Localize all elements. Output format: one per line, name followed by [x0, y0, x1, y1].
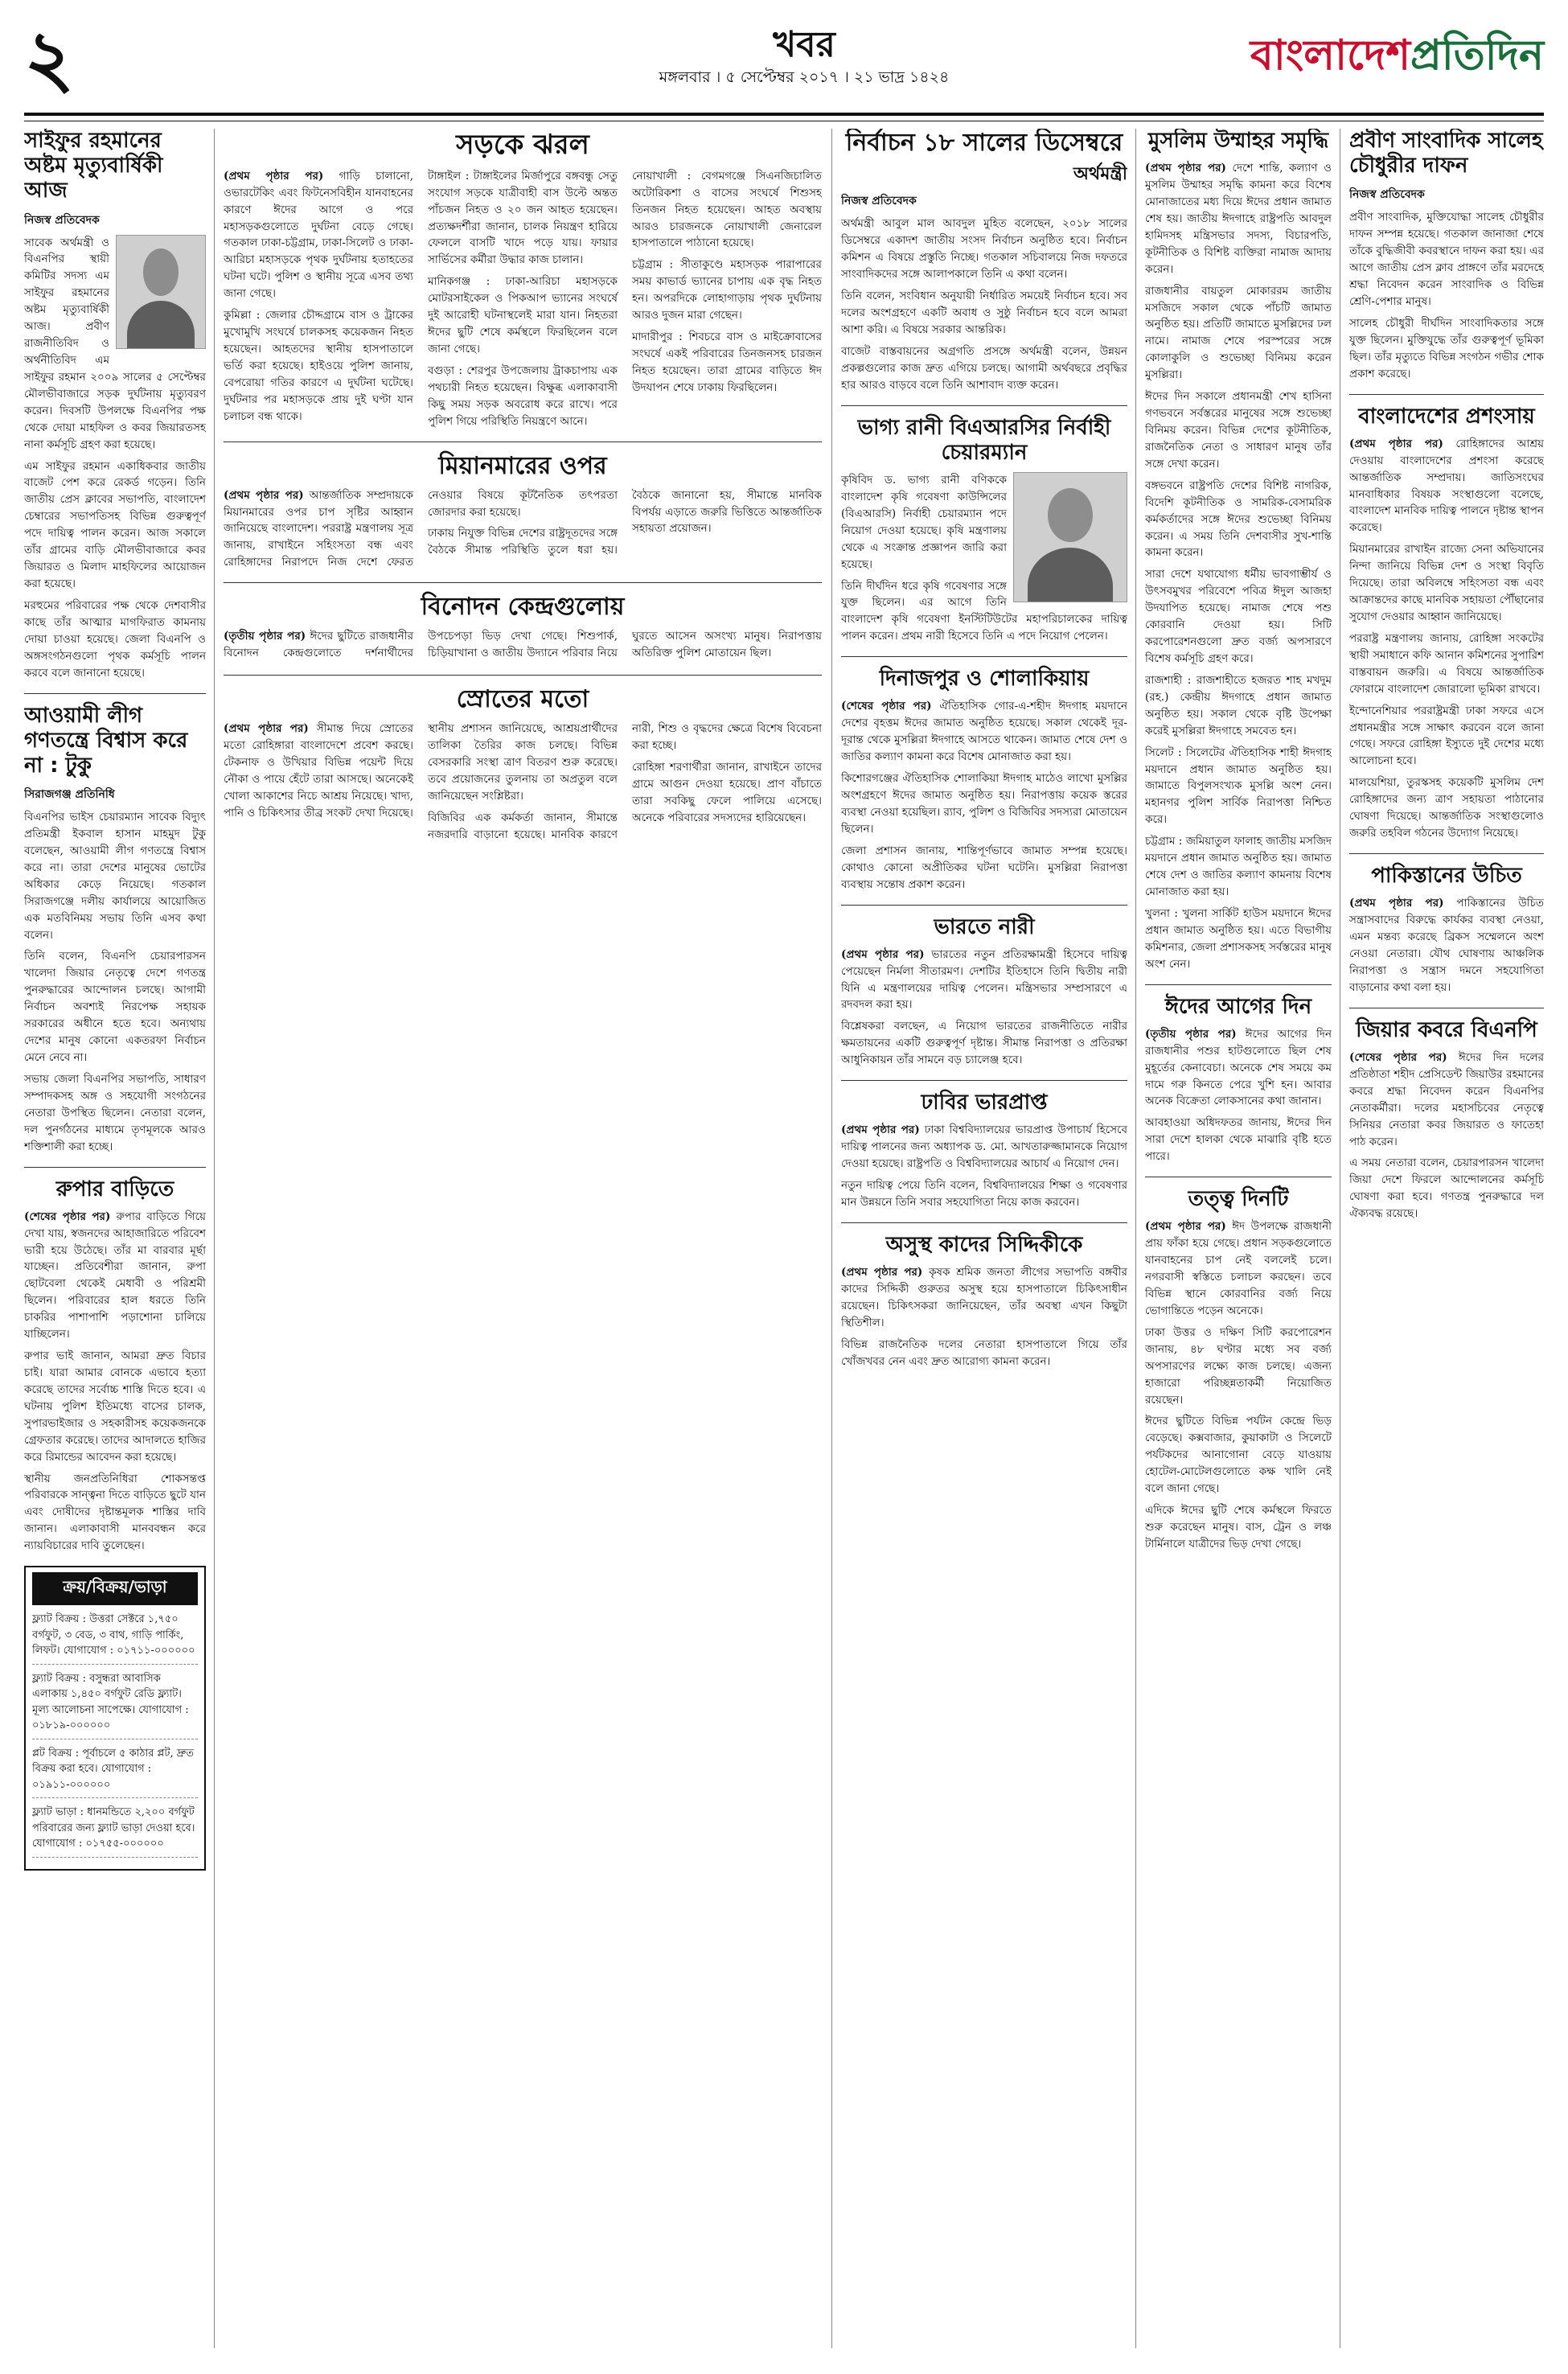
body-text: টাঙ্গাইল : টাঙ্গাইলের মির্জাপুরে বঙ্গবন্ধু সেতু সংযোগ সড়কে যাত্রীবাহী বাস উল্টে অন্তত পাঁচজন নিহত ও ২০ জন আহত হয়েছেন। প্রত্যক্ষদর্শীরা জানান, চালক নিয়ন্ত্রণ হারিয়ে ফেললে বাসটি খাদে পড়ে যায়। ফায়ার সার্ভিসের কর্মীরা উদ্ধার কাজ চালান। — [428, 169, 618, 267]
body-text: স্থানীয় জনপ্রতিনিধিরা শোকসন্তপ্ত পরিবারকে সান্ত্বনা দিতে বাড়িতে ছুটে যান এবং দোষীদের দৃষ্টান্তমূলক শাস্তির দাবি জানান। এলাকাবাসী মানববন্ধন করে ন্যায়বিচারের দাবি তুলেছেন। — [24, 1472, 206, 1553]
body-text: মানিকগঞ্জ : ঢাকা-আরিচা মহাসড়কে মোটরসাইকেল ও পিকআপ ভ্যানের সংঘর্ষে দুই আরোহী ঘটনাস্থলেই মারা যান। নিহতরা ঈদের ছুটি শেষে কর্মস্থলে ফিরছিলেন বলে জানা গেছে। — [428, 275, 618, 356]
headline-stream: স্রোতের মতো — [456, 685, 589, 714]
story-muslim-ummah — [1145, 129, 1332, 973]
column-2 — [224, 129, 822, 2348]
headline: নির্বাচন ১৮ সালের ডিসেম্বরে — [845, 129, 1123, 157]
body-text: নোয়াখালী : বেগমগঞ্জে সিএনজিচালিত অটোরিকশা ও বাসের সংঘর্ষে শিশুসহ তিনজন নিহত হয়েছেন। আহত অবস্থায় আরও চারজনকে নোয়াখালী জেনারেল হাসপাতালে পাঠানো হয়েছে। — [632, 169, 822, 250]
story-myanmar — [224, 487, 822, 572]
body-text: বাজেট বাস্তবায়নের অগ্রগতি প্রসঙ্গে অর্থমন্ত্রী বলেন, উন্নয়ন প্রকল্পগুলোর কাজ দ্রুত এগিয়ে চলছে। আগামী অর্থবছরে প্রবৃদ্ধির হার আরও বাড়বে বলে তিনি আশাবাদ ব্যক্ত করেন। — [841, 344, 1127, 392]
story-praise — [1349, 405, 1544, 842]
column-divider — [831, 129, 832, 2348]
story-road-accidents — [224, 168, 822, 430]
body-text: ঢাকায় নিযুক্ত বিভিন্ন দেশের রাষ্ট্রদূতদের সঙ্গে বৈঠকে সীমান্ত পরিস্থিতি তুলে ধরা হয়। বৈঠকে জানানো হয়, সীমান্তে মানবিক বিপর্যয় এড়াতে জরুরি ভিত্তিতে আন্তর্জাতিক সহায়তা প্রয়োজন। — [428, 488, 822, 557]
kicker: অর্থমন্ত্রী — [1073, 164, 1127, 184]
headline: আওয়ামী লীগ গণতন্ত্রে বিশ্বাস করে না : টুকু — [24, 703, 188, 778]
body-text: ঈদের ছুটিতে বিভিন্ন পর্যটন কেন্দ্রে ভিড় বেড়েছে। কক্সবাজার, কুয়াকাটা ও সিলেটে পর্যটকদের আনাগোনা বেড়ে যাওয়ায় হোটেল-মোটেলগুলোতে কক্ষ খালি নেই বলে জানা গেছে। — [1145, 1415, 1332, 1496]
headline: অসুস্থ কাদের সিদ্দিকীকে — [885, 1232, 1083, 1257]
story-tattva — [1145, 1187, 1332, 1553]
ad-item: প্লট বিক্রয় : পূর্বাচলে ৫ কাঠার প্লট, দ্রুত বিক্রয় করা হবে। যোগাযোগ : ০১৯১১-০০০০০০ — [32, 1746, 198, 1799]
headline: পাকিস্তানের উচিত — [1371, 863, 1522, 888]
story-tuku — [24, 704, 206, 1156]
body-text: (প্রথম পৃষ্ঠার পর) সীমান্ত দিয়ে স্রোতের মতো রোহিঙ্গারা বাংলাদেশে প্রবেশ করছে। টেকনাফ ও উখিয়ার বিভিন্ন পয়েন্ট দিয়ে নৌকা ও পায়ে হেঁটে তারা আসছে। অনেকেই খোলা আকাশের নিচে আশ্রয় নিয়েছে। খাদ্য, পানি ও চিকিৎসার তীব্র সংকট দেখা দিয়েছে। — [224, 722, 413, 819]
column-4 — [1145, 129, 1332, 2348]
headline-road: সড়কে ঝরল — [456, 129, 589, 161]
continued-from: (প্রথম পৃষ্ঠার পর) — [224, 722, 309, 736]
story-kader-siddiqui — [841, 1233, 1127, 1370]
continued-from: (প্রথম পৃষ্ঠার পর) — [224, 169, 324, 183]
body-text: অর্থমন্ত্রী আবুল মাল আবদুল মুহিত বলেছেন, ২০১৮ সালের ডিসেম্বরে একাদশ জাতীয় সংসদ নির্বাচন অনুষ্ঠিত হবে। নির্বাচন কমিশন এ বিষয়ে প্রস্তুতি নিচ্ছে। গতকাল সচিবালয়ে নিজ দফতরে সাংবাদিকদের সঙ্গে আলাপকালে তিনি এ কথা বলেন। — [841, 217, 1127, 281]
continued-from: (প্রথম পৃষ্ঠার পর) — [1349, 897, 1444, 910]
body-text: (তৃতীয় পৃষ্ঠার পর) ঈদের আগের দিন রাজধানীর পশুর হাটগুলোতে ছিল শেষ মুহূর্তের কেনাবেচা। অনেকে শেষ সময়ে কম দামে গরু কিনতে পেরে খুশি হন। আবার অনেক বিক্রেতা লোকসানের কথা জানান। — [1145, 1027, 1332, 1108]
body-text: মালয়েশিয়া, তুরস্কসহ কয়েকটি মুসলিম দেশ রোহিঙ্গাদের জন্য ত্রাণ সহায়তা পাঠানোর ঘোষণা দিয়েছে। আন্তর্জাতিক সংস্থাগুলোও জরুরি তহবিল গঠনের উদ্যোগ নিয়েছে। — [1349, 776, 1544, 840]
story-pakistan — [1349, 864, 1544, 996]
byline: সিরাজগঞ্জ প্রতিনিধি — [24, 788, 115, 802]
continued-from: (শেষের পৃষ্ঠার পর) — [24, 1210, 111, 1223]
body-text: (তৃতীয় পৃষ্ঠার পর) ঈদের ছুটিতে রাজধানীর বিনোদন কেন্দ্রগুলোতে দর্শনার্থীদের উপচেপড়া ভিড় দেখা গেছে। শিশুপার্ক, চিড়িয়াখানা ও জাতীয় উদ্যানে পরিবার নিয়ে ঘুরতে আসেন অসংখ্য মানুষ। নিরাপত্তায় অতিরিক্ত পুলিশ মোতায়েন ছিল। — [224, 630, 822, 660]
body-text: নতুন দায়িত্ব পেয়ে তিনি বলেন, বিশ্ববিদ্যালয়ের শিক্ষা ও গবেষণার মান উন্নয়নে তিনি সবার সহযোগিতা নিয়ে কাজ করবেন। — [841, 1179, 1127, 1210]
classified-ads — [24, 1566, 206, 1871]
body-text: (প্রথম পৃষ্ঠার পর) দেশে শান্তি, কল্যাণ ও মুসলিম উম্মাহর সমৃদ্ধি কামনা করে বিশেষ মোনাজাতের মধ্য দিয়ে ঈদের প্রধান জামাত শেষ হয়। জাতীয় ঈদগাহে রাষ্ট্রপতি আবদুল হামিদসহ মন্ত্রিসভার সদস্য, বিচারপতি, কূটনীতিক ও বিশিষ্ট ব্যক্তিরা নামাজ আদায় করেন। — [1145, 162, 1332, 276]
headline: ভারতে নারী — [934, 914, 1035, 939]
body-text: জেলা প্রশাসন জানায়, শান্তিপূর্ণভাবে জামাত সম্পন্ন হয়েছে। কোথাও কোনো অপ্রীতিকর ঘটনা ঘটেনি। মুসল্লিরা নিরাপত্তা ব্যবস্থায় সন্তোষ প্রকাশ করেন। — [841, 844, 1127, 891]
headline: দিনাজপুর ও শোলাকিয়ায় — [879, 667, 1090, 692]
brand-part1: বাংলাদেশ — [1250, 31, 1411, 80]
body-text: কৃষিবিদ ড. ভাগ্য রানী বণিককে বাংলাদেশ কৃষি গবেষণা কাউন্সিলের (বিএআরসি) নির্বাহী চেয়ারম্যান পদে নিয়োগ দেওয়া হয়েছে। কৃষি মন্ত্রণালয় থেকে এ সংক্রান্ত প্রজ্ঞাপন জারি করা হয়েছে। — [841, 473, 1007, 571]
headline: বাংলাদেশের প্রশংসায় — [1358, 404, 1535, 429]
body-text: রুপার ভাই জানান, আমরা দ্রুত বিচার চাই। যারা আমার বোনকে এভাবে হত্যা করেছে তাদের সর্বোচ্চ শাস্তি দিতে হবে। এ ঘটনায় পুলিশ ইতিমধ্যে বাসের চালক, সুপারভাইজার ও সহকারীসহ কয়েকজনকে গ্রেফতার করেছে। তাদের আদালতে হাজির করে রিমান্ডের আবেদন করা হয়েছে। — [24, 1349, 206, 1464]
body-text: ঈদের দিন সকালে প্রধানমন্ত্রী শেখ হাসিনা গণভবনে সর্বস্তরের মানুষের সঙ্গে শুভেচ্ছা বিনিময় করেন। বিভিন্ন দেশের কূটনীতিক, রাজনৈতিক নেতা ও সাধারণ মানুষ তাঁর সঙ্গে দেখা করেন। — [1145, 390, 1332, 470]
column-1 — [24, 129, 206, 2348]
body-text: পররাষ্ট্র মন্ত্রণালয় জানায়, রোহিঙ্গা সংকটের স্থায়ী সমাধানে কফি আনান কমিশনের সুপারিশ বাস্তবায়ন জরুরি। এ বিষয়ে আন্তর্জাতিক ফোরামে বাংলাদেশ জোরালো ভূমিকা রাখবে। — [1349, 631, 1544, 696]
column-5 — [1349, 129, 1544, 2348]
headline-myanmar: মিয়ানমারের ওপর — [438, 451, 607, 480]
body-text: বিভিন্ন রাজনৈতিক দলের নেতারা হাসপাতালে গিয়ে তাঁর খোঁজখবর নেন এবং দ্রুত আরোগ্য কামনা করেন। — [841, 1337, 1127, 1368]
story-bhagya-rani — [841, 416, 1127, 646]
story-india-women — [841, 915, 1127, 1070]
body-text: এম সাইফুর রহমান একাধিকবার জাতীয় বাজেট পেশ করে রেকর্ড গড়েন। তিনি জাতীয় প্রেস ক্লাবের সভাপতি, বাংলাদেশ চেম্বারের সভাপতিসহ বিভিন্ন গুরুত্বপূর্ণ পদে দায়িত্ব পালন করেন। আজ সকালে তাঁর গ্রামের বাড়ি মৌলভীবাজারে কবর জিয়ারত ও মিলাদ মাহফিলের আয়োজন করা হয়েছে। — [24, 459, 206, 590]
body-text: রাজশাহী : রাজশাহীতে হজরত শাহ মখদুম (রহ.) কেন্দ্রীয় ঈদগাহে প্রধান জামাত অনুষ্ঠিত হয়। সকাল থেকে বৃষ্টি উপেক্ষা করেই মুসল্লিরা ঈদগাহে সমবেত হন। — [1145, 673, 1332, 737]
body-text: তিনি বলেন, বিএনপি চেয়ারপারসন খালেদা জিয়ার নেতৃত্বে দেশে গণতন্ত্র পুনরুদ্ধারের আন্দোলন চলছে। আগামী নির্বাচন অবশ্যই নিরপেক্ষ সহায়ক সরকারের অধীনে হতে হবে। অন্যথায় দেশের মানুষ কোনো একতরফা নির্বাচন মেনে নেবে না। — [24, 950, 206, 1064]
body-text: (প্রথম পৃষ্ঠার পর) রোহিঙ্গাদের আশ্রয় দেওয়ায় বাংলাদেশের প্রশংসা করেছে আন্তর্জাতিক সম্প্রদায়। জাতিসংঘের মানবাধিকার বিষয়ক সংস্থাগুলো বলেছে, বাংলাদেশ মানবিক দায়িত্ব পালনে দৃষ্টান্ত স্থাপন করেছে। — [1349, 437, 1544, 535]
body-text: মাদারীপুর : শিবচরে বাস ও মাইক্রোবাসের সংঘর্ষে একই পরিবারের তিনজনসহ চারজন নিহত হয়েছেন। তারা গ্রামের বাড়িতে ঈদ উদযাপন শেষে ঢাকায় ফিরছিলেন। — [632, 331, 822, 394]
body-text: বঙ্গভবনে রাষ্ট্রপতি দেশের বিশিষ্ট নাগরিক, বিদেশি কূটনীতিক ও সামরিক-বেসামরিক কর্মকর্তাদের সঙ্গে ঈদের শুভেচ্ছা বিনিময় করেন। এ সময় তিনি দেশবাসীর সুখ-শান্তি কামনা করেন। — [1145, 478, 1332, 560]
body-text: সভায় জেলা বিএনপির সভাপতি, সাধারণ সম্পাদকসহ অঙ্গ ও সহযোগী সংগঠনের নেতারা উপস্থিত ছিলেন। নেতারা বলেন, দল পুনর্গঠনের মাধ্যমে তৃণমূলকে আরও শক্তিশালী করা হচ্ছে। — [24, 1072, 206, 1153]
body-text: বিএনপির ভাইস চেয়ারম্যান সাবেক বিদ্যুৎ প্রতিমন্ত্রী ইকবাল হাসান মাহমুদ টুকু বলেছেন, আওয়ামী লীগ গণতন্ত্রে বিশ্বাস করে না। তারা দেশের মানুষের ভোটের অধিকার কেড়ে নিয়েছে। গতকাল সিরাজগঞ্জে দলীয় কার্যালয়ে আয়োজিত এক মতবিনিময় সভায় তিনি এসব কথা বলেন। — [24, 811, 206, 942]
story-eid-eve — [1145, 995, 1332, 1166]
headline: রুপার বাড়িতে — [55, 1177, 174, 1201]
continued-from: (শেষের পৃষ্ঠার পর) — [1349, 1050, 1447, 1064]
body-text: (প্রথম পৃষ্ঠার পর) কৃষক শ্রমিক জনতা লীগের সভাপতি বঙ্গবীর কাদের সিদ্দিকী গুরুতর অসুস্থ হয়ে হাসপাতালে চিকিৎসাধীন রয়েছেন। চিকিৎসকরা জানিয়েছেন, তাঁর অবস্থা এখন কিছুটা স্থিতিশীল। — [841, 1266, 1127, 1329]
body-text: কিশোরগঞ্জের ঐতিহাসিক শোলাকিয়া ঈদগাহ মাঠেও লাখো মুসল্লির অংশগ্রহণে ঈদের জামাত অনুষ্ঠিত হয়। নিরাপত্তায় কয়েক স্তরের ব্যবস্থা নেওয়া হয়েছিল। র‌্যাব, পুলিশ ও বিজিবির সদস্যরা মোতায়েন ছিলেন। — [841, 772, 1127, 836]
page-number: ২ — [24, 13, 75, 104]
column-divider — [1135, 129, 1136, 2348]
portrait-photo — [1013, 472, 1127, 602]
brand-part2: প্রতিদিন — [1410, 31, 1544, 80]
body-text: বিশ্লেষকরা বলছেন, এ নিয়োগ ভারতের রাজনীতিতে নারীর ক্ষমতায়নের একটি গুরুত্বপূর্ণ দৃষ্টান্ত। সীমান্ত নিরাপত্তা ও প্রতিরক্ষা আধুনিকায়ন তাঁর সামনে বড় চ্যালেঞ্জ হবে। — [841, 1020, 1127, 1067]
body-text: ঢাকা উত্তর ও দক্ষিণ সিটি করপোরেশন জানায়, ৪৮ ঘণ্টার মধ্যে সব বর্জ্য অপসারণের লক্ষ্যে কাজ চলছে। এজন্য হাজারো পরিচ্ছন্নতাকর্মী নিয়োজিত রয়েছেন। — [1145, 1325, 1332, 1407]
body-text: প্রবীণ সাংবাদিক, মুক্তিযোদ্ধা সালেহ চৌধুরীর দাফন সম্পন্ন হয়েছে। গতকাল জানাজা শেষে তাঁকে বুদ্ধিজীবী কবরস্থানে দাফন করা হয়। এর আগে জাতীয় প্রেস ক্লাব প্রাঙ্গণে তাঁর মরদেহে শ্রদ্ধা নিবেদন করেন সাংবাদিক ও বিভিন্ন শ্রেণি-পেশার মানুষ। — [1349, 211, 1544, 308]
body-text: তিনি দীর্ঘদিন ধরে কৃষি গবেষণার সঙ্গে যুক্ত ছিলেন। এর আগে তিনি বাংলাদেশ কৃষি গবেষণা ইনস্টিটিউটের মহাপরিচালকের দায়িত্ব পালন করেন। প্রথম নারী হিসেবে তিনি এ পদে নিয়োগ পেলেন। — [841, 579, 1127, 643]
body-text: (প্রথম পৃষ্ঠার পর) ঈদ উপলক্ষে রাজধানী প্রায় ফাঁকা হয়ে গেছে। প্রধান সড়কগুলোতে যানবাহনের চাপ নেই বললেই চলে। নগরবাসী স্বস্তিতে চলাচল করছেন। তবে বিভিন্ন স্থানে কোরবানির বর্জ্য নিয়ে ভোগান্তিতে পড়েন অনেকে। — [1145, 1220, 1332, 1317]
body-text: এদিকে ঈদের ছুটি শেষে কর্মস্থলে ফিরতে শুরু করেছেন মানুষ। বাস, ট্রেন ও লঞ্চ টার্মিনালে যাত্রীদের ভিড় দেখা গেছে। — [1145, 1504, 1332, 1550]
section-title: খবর — [773, 24, 835, 65]
body-text: কুমিল্লা : জেলার চৌদ্দগ্রামে বাস ও ট্রাকের মুখোমুখি সংঘর্ষে চালকসহ কয়েকজন নিহত হয়েছেন। আহতদের স্থানীয় হাসপাতালে ভর্তি করা হয়েছে। হাইওয়ে পুলিশ জানায়, বেপরোয়া গতির কারণে এ দুর্ঘটনা ঘটেছে। দুর্ঘটনার পর মহাসড়কে প্রায় দুই ঘণ্টা যান চলাচল বন্ধ থাকে। — [224, 309, 413, 423]
classified-title: ক্রয়/বিক্রয়/ভাড়া — [32, 1572, 198, 1605]
body-text: (প্রথম পৃষ্ঠার পর) আন্তর্জাতিক সম্প্রদায়কে মিয়ানমারের ওপর চাপ সৃষ্টির আহ্বান জানিয়েছে বাংলাদেশ। পররাষ্ট্র মন্ত্রণালয় সূত্র জানায়, রাখাইনে সহিংসতা বন্ধ এবং রোহিঙ্গাদের নিরাপদে নিজ দেশে ফেরত নেওয়ার বিষয়ে কূটনৈতিক তৎপরতা জোরদার করা হয়েছে। — [224, 488, 618, 569]
continued-from: (প্রথম পৃষ্ঠার পর) — [841, 947, 925, 961]
story-zia-grave — [1349, 1018, 1544, 1222]
body-text: (প্রথম পৃষ্ঠার পর) পাকিস্তানের উচিত সন্ত্রাসবাদের বিরুদ্ধে কার্যকর ব্যবস্থা নেওয়া, এমন মন্তব্য করেছে ব্রিকস সম্মেলনে অংশ নেওয়া নেতারা। যৌথ ঘোষণায় আঞ্চলিক নিরাপত্তা ও সন্ত্রাস দমনে সহযোগিতা বাড়ানোর কথা বলা হয়। — [1349, 897, 1544, 994]
body-text: সারা দেশে যথাযোগ্য ধর্মীয় ভাবগাম্ভীর্য ও উৎসবমুখর পরিবেশে পবিত্র ঈদুল আজহা উদযাপিত হয়েছে। নামাজ শেষে পশু কোরবানি দেওয়া হয়। সিটি করপোরেশনগুলো দ্রুত বর্জ্য অপসারণে বিশেষ কর্মসূচি গ্রহণ করে। — [1145, 568, 1332, 665]
masthead-rule — [24, 113, 1544, 116]
byline: নিজস্ব প্রতিবেদক — [1349, 188, 1425, 202]
masthead — [24, 14, 1544, 111]
byline: নিজস্ব প্রতিবেদক — [24, 213, 100, 227]
body-text: এ সময় নেতারা বলেন, চেয়ারপারসন খালেদা জিয়া দেশে ফিরলে আন্দোলনের কর্মসূচি ঘোষণা করা হবে। গণতন্ত্র পুনরুদ্ধারে দল ঐক্যবদ্ধ রয়েছে। — [1349, 1156, 1544, 1221]
headline: জিয়ার কবরে বিএনপি — [1356, 1017, 1537, 1042]
headline: মুসলিম উম্মাহর সমৃদ্ধি — [1147, 129, 1329, 153]
story-entertainment — [224, 628, 822, 663]
column-3 — [841, 129, 1127, 2348]
body-text: চট্টগ্রাম : সীতাকুণ্ডে মহাসড়ক পারাপারের সময় কাভার্ড ভ্যানের চাপায় এক বৃদ্ধ নিহত হন। অপরদিকে লোহাগাড়ায় পৃথক দুর্ঘটনায় আরও দুজন মারা গেছেন। — [632, 258, 822, 322]
continued-from: (প্রথম পৃষ্ঠার পর) — [841, 1266, 923, 1279]
story-election — [841, 129, 1127, 394]
byline: নিজস্ব প্রতিবেদক — [841, 195, 917, 208]
continued-from: (প্রথম পৃষ্ঠার পর) — [1349, 437, 1443, 450]
continued-from: (প্রথম পৃষ্ঠার পর) — [841, 1123, 920, 1137]
body-text: চট্টগ্রাম : জমিয়াতুল ফালাহ জাতীয় মসজিদ ময়দানে প্রধান জামাত অনুষ্ঠিত হয়। জামাত শেষে দেশ ও জাতির কল্যাণ কামনায় বিশেষ মোনাজাত করা হয়। — [1145, 835, 1332, 898]
body-text: সিলেট : সিলেটের ঐতিহাসিক শাহী ঈদগাহ ময়দানে প্রধান জামাত অনুষ্ঠিত হয়। জামাতে বিপুলসংখ্যক মুসল্লি অংশ নেন। মহানগর পুলিশ সার্বিক নিরাপত্তা নিশ্চিত করে। — [1145, 745, 1332, 827]
body-text: সালেহ চৌধুরী দীর্ঘদিন সাংবাদিকতার সঙ্গে যুক্ত ছিলেন। মুক্তিযুদ্ধে তাঁর গুরুত্বপূর্ণ ভূমিকা ছিল। তাঁর মৃত্যুতে বিভিন্ন সংগঠন গভীর শোক প্রকাশ করেছে। — [1349, 316, 1544, 380]
story-dhabi — [841, 1090, 1127, 1211]
continued-from: (প্রথম পৃষ্ঠার পর) — [1145, 1220, 1226, 1234]
dateline: মঙ্গলবার । ৫ সেপ্টেম্বর ২০১৭ । ২১ ভাদ্র ১৪২৪ — [659, 68, 950, 86]
body-text: বগুড়া : শেরপুর উপজেলায় ট্রাকচাপায় এক পথচারী নিহত হয়েছেন। বিক্ষুব্ধ এলাকাবাসী কিছু সময় সড়ক অবরোধ করে রাখে। পরে পুলিশ গিয়ে পরিস্থিতি নিয়ন্ত্রণে আনে। — [428, 363, 618, 428]
headline: ভাগ্য রানী বিএআরসির নির্বাহী চেয়ারম্যান — [857, 415, 1111, 465]
headline: প্রবীণ সাংবাদিক সালেহ চৌধুরীর দাফন — [1349, 129, 1543, 179]
body-text: (শেষের পৃষ্ঠার পর) ঈদের দিন দলের প্রতিষ্ঠাতা শহীদ প্রেসিডেন্ট জিয়াউর রহমানের কবরে শ্রদ্ধা নিবেদন করেন বিএনপির নেতাকর্মীরা। দলের মহাসচিবের নেতৃত্বে সিনিয়র নেতারা কবর জিয়ারত ও ফাতেহা পাঠ করেন। — [1349, 1050, 1544, 1148]
body-text: রাজধানীর বায়তুল মোকাররম জাতীয় মসজিদে সকাল থেকে পাঁচটি জামাত অনুষ্ঠিত হয়। প্রতিটি জামাতে মুসল্লিদের ঢল নামে। নামাজ শেষে পরস্পরের সঙ্গে কোলাকুলি ও শুভেচ্ছা বিনিময় করেন মুসল্লিরা। — [1145, 284, 1332, 382]
body-text: বিজিবির এক কর্মকর্তা জানান, সীমান্তে নজরদারি বাড়ানো হয়েছে। মানবিক কারণে নারী, শিশু ও বৃদ্ধদের ক্ষেত্রে বিশেষ বিবেচনা করা হচ্ছে। — [428, 722, 822, 841]
ad-item: ফ্ল্যাট বিক্রয় : বসুন্ধরা আবাসিক এলাকায় ১,৪৫০ বর্গফুট রেডি ফ্ল্যাট। মূল্য আলোচনা সাপেক্ষে। যোগাযোগ : ০১৮১৯-০০০০০০ — [32, 1671, 198, 1739]
brand-logo — [1250, 23, 1544, 92]
body-text: ইন্দোনেশিয়ার পররাষ্ট্রমন্ত্রী ঢাকা সফরে এসে প্রধানমন্ত্রীর সঙ্গে সাক্ষাৎ করবেন বলে জানা গেছে। সফরে রোহিঙ্গা ইস্যুতে দুই দেশের মধ্যে আলোচনা হবে। — [1349, 704, 1544, 768]
continued-from: (প্রথম পৃষ্ঠার পর) — [1145, 162, 1226, 175]
ad-item: ফ্ল্যাট ভাড়া : ধানমন্ডিতে ২,২০০ বর্গফুট পরিবারের জন্য ফ্ল্যাট ভাড়া দেওয়া হবে। যোগাযোগ : ০১৭৫৫-০০০০০০ — [32, 1805, 198, 1858]
body-text: মরহুমের পরিবারের পক্ষ থেকে দেশবাসীর কাছে তাঁর আত্মার মাগফিরাত কামনায় দোয়া চাওয়া হয়েছে। জেলা বিএনপি ও অঙ্গসংগঠনগুলো পৃথক কর্মসূচি পালন করবে বলে জানানো হয়েছে। — [24, 598, 206, 680]
body-text: খুলনা : খুলনা সার্কিট হাউস ময়দানে ঈদের প্রধান জামাত অনুষ্ঠিত হয়। এতে বিভাগীয় কমিশনার, জেলা প্রশাসকসহ সর্বস্তরের মানুষ অংশ নেন। — [1145, 906, 1332, 971]
column-divider — [214, 129, 215, 2348]
continued-from: (শেষের পৃষ্ঠার পর) — [841, 700, 932, 713]
headline: ঈদের আগের দিন — [1164, 994, 1312, 1019]
body-text: (শেষের পৃষ্ঠার পর) রুপার বাড়িতে গিয়ে দেখা যায়, স্বজনদের আহাজারিতে পরিবেশ ভারী হয়ে উঠেছে। তাঁর মা বারবার মূর্ছা যাচ্ছেন। প্রতিবেশীরা জানান, রুপা ছোটবেলা থেকেই মেধাবী ও পরিশ্রমী ছিলেন। পরিবারের হাল ধরতে তিনি চাকরির পাশাপাশি পড়াশোনা চালিয়ে যাচ্ছিলেন। — [24, 1210, 206, 1341]
story-saifur — [24, 129, 206, 682]
headline: সাইফুর রহমানের অষ্টম মৃত্যুবার্ষিকী আজ — [24, 129, 163, 203]
body-text: সাবেক অর্থমন্ত্রী ও বিএনপির স্থায়ী কমিটির সদস্য এম সাইফুর রহমানের অষ্টম মৃত্যুবার্ষিকী আজ। প্রবীণ রাজনীতিবিদ ও অর্থনীতিবিদ এম সাইফুর রহমান ২০০৯ সালের ৫ সেপ্টেম্বর মৌলভীবাজারে সড়ক দুর্ঘটনায় মৃত্যুবরণ করেন। দিবসটি উপলক্ষে বিএনপির পক্ষ থেকে দোয়া মাহফিল ও কবর জিয়ারতসহ নানা কর্মসূচি গ্রহণ করা হয়েছে। — [24, 236, 206, 451]
ad-item: ফ্ল্যাট বিক্রয় : উত্তরা সেক্টরে ১,৭৫০ বর্গফুট, ৩ বেড, ৩ বাথ, গাড়ি পার্কিং, লিফট। যোগাযোগ : ০১৭১১-০০০০০০ — [32, 1612, 198, 1665]
headline: তত্ত্ব দিনটি — [1188, 1187, 1289, 1212]
body-text: (প্রথম পৃষ্ঠার পর) গাড়ি চালানো, ওভারটেকিং এবং ফিটনেসবিহীন যানবাহনের কারণে ঈদের আগে ও পরে মহাসড়কগুলোতে দুর্ঘটনা বেড়ে গেছে। গতকাল ঢাকা-চট্টগ্রাম, ঢাকা-সিলেট ও ঢাকা-আরিচা মহাসড়কে পৃথক দুর্ঘটনায় হতাহতের ঘটনা ঘটে। পুলিশ ও স্থানীয় সূত্রে এসব তথ্য জানা গেছে। — [224, 169, 413, 301]
continued-from: (তৃতীয় পৃষ্ঠার পর) — [224, 630, 306, 643]
story-stream — [224, 721, 822, 843]
continued-from: (তৃতীয় পৃষ্ঠার পর) — [1145, 1027, 1237, 1041]
story-rupa — [24, 1177, 206, 1555]
body-text: (প্রথম পৃষ্ঠার পর) ঢাকা বিশ্ববিদ্যালয়ের ভারপ্রাপ্ত উপাচার্য হিসেবে দায়িত্ব পালনের জন্য অধ্যাপক ড. মো. আখতারুজ্জামানকে নিয়োগ দেওয়া হয়েছে। রাষ্ট্রপতি ও বিশ্ববিদ্যালয়ের আচার্য এ নিয়োগ দেন। — [841, 1123, 1127, 1171]
body-text: (প্রথম পৃষ্ঠার পর) ভারতের নতুন প্রতিরক্ষামন্ত্রী হিসেবে দায়িত্ব পেয়েছেন নির্মলা সীতারমণ। দেশটির ইতিহাসে তিনি দ্বিতীয় নারী যিনি এ মন্ত্রণালয়ের দায়িত্ব পেলেন। মন্ত্রিসভার সম্প্রসারণে এ রদবদল করা হয়। — [841, 947, 1127, 1012]
body-text: রোহিঙ্গা শরণার্থীরা জানান, রাখাইনে তাদের গ্রামে আগুন দেওয়া হয়েছে। প্রাণ বাঁচাতে তারা সবকিছু ফেলে পালিয়ে এসেছে। অনেকে পরিবারের সদস্যদের হারিয়েছেন। — [632, 760, 822, 824]
portrait-photo — [116, 235, 206, 349]
story-dinajpur — [841, 667, 1127, 893]
headline-entertainment: বিনোদন কেন্দ্রগুলোয় — [421, 593, 625, 622]
body-text: আবহাওয়া অধিদফতর জানায়, ঈদের দিন সারা দেশে হালকা থেকে মাঝারি বৃষ্টি হতে পারে। — [1145, 1116, 1332, 1164]
continued-from: (প্রথম পৃষ্ঠার পর) — [224, 488, 304, 502]
body-text: স্থানীয় প্রশাসন জানিয়েছে, আশ্রয়প্রার্থীদের তালিকা তৈরির কাজ চলছে। বিভিন্ন বেসরকারি সংস্থা ত্রাণ বিতরণ শুরু করেছে। তবে প্রয়োজনের তুলনায় তা অপ্রতুল বলে জানিয়েছেন সংশ্লিষ্টরা। — [428, 722, 618, 803]
headline: ঢাবির ভারপ্রাপ্ত — [921, 1090, 1048, 1115]
story-saleh-chowdhury — [1349, 129, 1544, 383]
body-text: মিয়ানমারের রাখাইন রাজ্যে সেনা অভিযানের নিন্দা জানিয়ে বিভিন্ন দেশ ও সংস্থা বিবৃতি দিয়েছে। তারা অবিলম্বে সহিংসতা বন্ধ এবং আক্রান্তদের কাছে মানবিক সহায়তা পৌঁছানোর সুযোগ দেওয়ার আহ্বান জানিয়েছে। — [1349, 543, 1544, 623]
body-text: (শেষের পৃষ্ঠার পর) ঐতিহাসিক গোর-এ-শহীদ ঈদগাহ ময়দানে দেশের বৃহত্তম ঈদের জামাত অনুষ্ঠিত হয়েছে। সকাল থেকেই দূর-দূরান্ত থেকে মুসল্লিরা ঈদগাহে আসতে থাকেন। জামাত শেষে দেশ ও জাতির কল্যাণ কামনা করে বিশেষ মোনাজাত করা হয়। — [841, 700, 1127, 764]
body-text: তিনি বলেন, সংবিধান অনুযায়ী নির্ধারিত সময়েই নির্বাচন হবে। সব দলের অংশগ্রহণে একটি অবাধ ও সুষ্ঠু নির্বাচন হবে বলে আমরা আশা করি। এ বিষয়ে সরকার আন্তরিক। — [841, 290, 1127, 336]
